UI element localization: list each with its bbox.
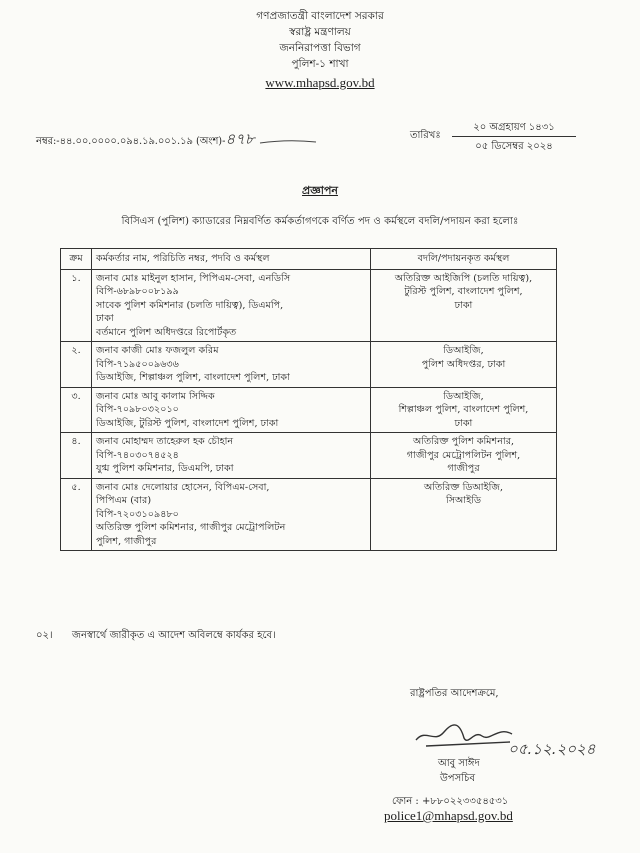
officer-medal: পিপিএম (বার) — [96, 495, 152, 506]
table-header-row — [61, 249, 557, 270]
row-serial: ২. — [61, 342, 92, 388]
table-row — [61, 342, 557, 388]
handwritten-date: ০৫.১২.২০২৪ — [508, 740, 596, 758]
officer-id: বিপি-৭২০৩১০৯৪৮০ — [96, 508, 179, 520]
officer-post: সাবেক পুলিশ কমিশনার (চলতি দায়িত্ব), ডিএমপি, — [96, 299, 284, 311]
officer-name: জনাব মোঃ মাইনুল হাসান, পিপিএম-সেবা, এনডিসি — [96, 272, 291, 284]
posting-line: গাজীপুর — [447, 463, 480, 474]
date-english: ০৫ ডিসেম্বর ২০২৪ — [475, 141, 553, 152]
website-link[interactable]: www.mhapsd.gov.bd — [265, 75, 375, 90]
officer-name: জনাব মোঃ দেলোয়ার হোসেন, বিপিএম-সেবা, — [96, 481, 270, 493]
officer-post: ডিআইজি, টুরিস্ট পুলিশ, বাংলাদেশ পুলিশ, ঢাকা — [96, 417, 279, 429]
officer-id: বিপি-৭১৯৫০০৯৬৩৬ — [96, 358, 179, 370]
posting-line: শিল্পাঞ্চল পুলিশ, বাংলাদেশ পুলিশ, — [398, 404, 529, 415]
signatory-designation: উপসচিব — [440, 773, 476, 784]
memo-underline — [258, 138, 318, 146]
table-row — [61, 269, 557, 342]
posting-line: অতিরিক্ত পুলিশ কমিশনার, — [412, 436, 515, 447]
signatory-name: আবু সাঈদ — [438, 758, 480, 769]
posting-line: অতিরিক্ত ডিআইজি, — [423, 481, 503, 493]
posting-line: ডিআইজি, — [443, 345, 484, 356]
row-officer — [92, 342, 371, 388]
officer-post-cont: ঢাকা — [96, 313, 114, 324]
row-serial: ১. — [61, 269, 92, 342]
officer-post: অতিরিক্ত পুলিশ কমিশনার, গাজীপুর মেট্রোপলিটন — [96, 522, 286, 533]
clause-number: ০২। — [36, 630, 53, 641]
row-officer — [92, 387, 371, 433]
ministry-header — [0, 8, 640, 91]
row-officer — [92, 478, 371, 551]
posting-line: টুরিস্ট পুলিশ, বাংলাদেশ পুলিশ, — [404, 286, 523, 297]
row-posting — [371, 342, 557, 388]
signature-mark — [412, 718, 522, 752]
officer-id: বিপি-৬৮৯৮০০৮১৯৯ — [96, 286, 179, 297]
section-name: পুলিশ-১ শাখা — [291, 58, 349, 70]
date-label: তারিখঃ — [410, 130, 441, 141]
officer-post-cont: পুলিশ, গাজীপুর — [96, 535, 157, 547]
posting-line: পুলিশ অধিদপ্তর, ঢাকা — [421, 358, 506, 370]
transfer-table — [60, 248, 557, 551]
row-serial: ৫. — [61, 478, 92, 551]
officer-post: ডিআইজি, শিল্পাঞ্চল পুলিশ, বাংলাদেশ পুলিশ, ঢাকা — [96, 372, 290, 383]
officer-id: বিপি-৭০৯৮০৩২০১০ — [96, 404, 179, 415]
posting-line: অতিরিক্ত আইজিপি (চলতি দায়িত্ব), — [394, 272, 533, 284]
posting-line: গাজীপুর মেট্রোপলিটন পুলিশ, — [406, 449, 521, 461]
row-posting — [371, 387, 557, 433]
posting-line: ডিআইজি, — [443, 390, 484, 402]
row-posting — [371, 269, 557, 342]
col-header-officer: কর্মকর্তার নাম, পরিচিতি নম্বর, পদবি ও কর্মস্থল — [92, 249, 371, 270]
officer-name: জনাব মোঃ আবু কালাম সিদ্দিক — [96, 390, 215, 402]
col-header-posting: বদলি/পদায়নকৃত কর্মস্থল — [371, 249, 557, 270]
date-divider — [452, 136, 576, 137]
signatory-phone: ফোন : +৮৮০২২৩৩৫৪৫৩১ — [392, 796, 509, 807]
row-posting — [371, 433, 557, 479]
memo-number: নম্বর:-৪৪.০০.০০০০.০৯৪.১৯.০০১.১৯ (অংশ)- — [36, 136, 226, 147]
officer-name: জনাব মোহাম্মদ তাহেরুল হক চৌহান — [96, 436, 234, 447]
posting-line: ঢাকা — [454, 417, 473, 429]
row-officer — [92, 433, 371, 479]
officer-id: বিপি-৭৪০৩০৭৪৫২৪ — [96, 449, 179, 461]
col-header-serial: ক্রম — [61, 249, 92, 270]
row-serial: ৩. — [61, 387, 92, 433]
posting-line: ঢাকা — [454, 299, 473, 311]
posting-line: সিআইডি — [445, 495, 482, 506]
officer-note: বর্তমানে পুলিশ অধিদপ্তরে রিপোর্টকৃত — [96, 326, 237, 338]
officer-post: যুগ্ম পুলিশ কমিশনার, ডিএমপি, ঢাকা — [96, 463, 234, 474]
signatory-email-link[interactable]: police1@mhapsd.gov.bd — [384, 808, 513, 823]
table-row — [61, 478, 557, 551]
date-bangla: ২০ অগ্রহায়ণ ১৪৩১ — [473, 122, 555, 133]
order-line: রাষ্ট্রপতির আদেশক্রমে, — [410, 688, 499, 699]
division-name: জননিরাপত্তা বিভাগ — [279, 42, 361, 54]
intro-text: বিসিএস (পুলিশ) ক্যাডারের নিম্নবর্ণিত কর্মকর্তাগণকে বর্ণিত পদ ও কর্মস্থলে বদলি/পদায়ন করা হলোঃ — [121, 216, 519, 227]
page-title: প্রজ্ঞাপন — [302, 184, 338, 197]
row-serial: ৪. — [61, 433, 92, 479]
clause-text: জনস্বার্থে জারীকৃত এ আদেশ অবিলম্বে কার্যকর হবে। — [72, 630, 276, 641]
table-row — [61, 433, 557, 479]
row-officer — [92, 269, 371, 342]
table-row — [61, 387, 557, 433]
govt-name: গণপ্রজাতন্ত্রী বাংলাদেশ সরকার — [256, 10, 384, 22]
ministry-name: স্বরাষ্ট্র মন্ত্রণালয় — [289, 26, 351, 38]
row-posting — [371, 478, 557, 551]
officer-name: জনাব কাজী মোঃ ফজলুল করিম — [96, 345, 219, 356]
memo-handwritten-number: ৪৭৮ — [225, 130, 255, 148]
memo-number-line — [36, 128, 255, 153]
